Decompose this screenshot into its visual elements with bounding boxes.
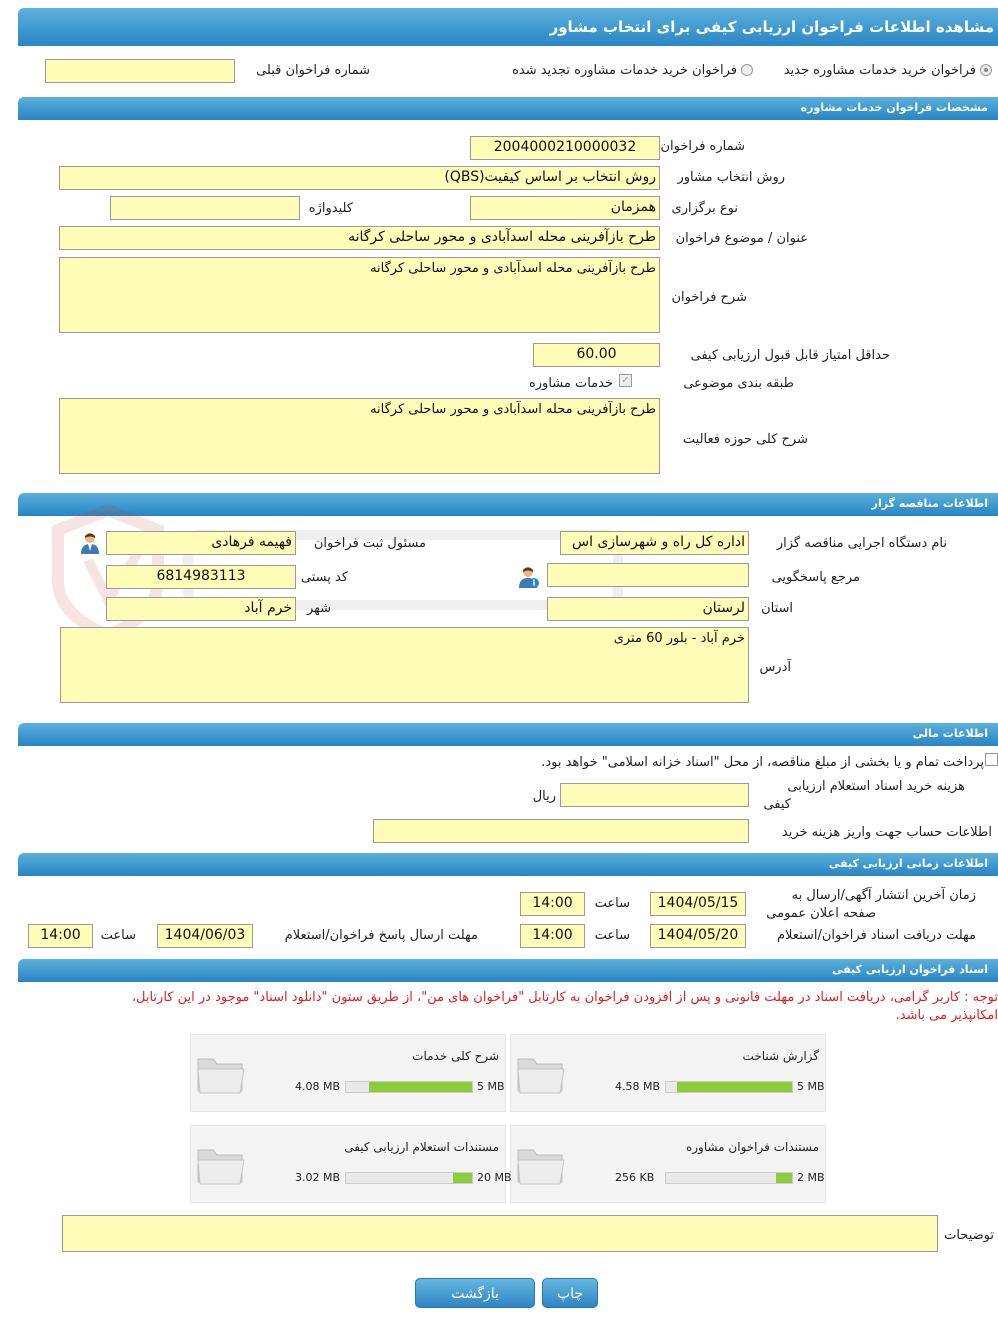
province-label: استان: [761, 601, 793, 616]
submit-date-field[interactable]: 1404/06/03: [157, 924, 253, 948]
publish-label-line2: صفحه اعلان عمومی: [766, 906, 876, 921]
size-progress-fill: [677, 1082, 792, 1092]
folder-icon: [515, 1051, 567, 1095]
section-header-finance: اطلاعات مالی: [18, 723, 998, 745]
address-label: آدرس: [759, 660, 791, 675]
category-value: خدمات مشاوره: [528, 376, 613, 391]
account-info-field[interactable]: [373, 819, 749, 843]
postal-code-label: کد پستی: [300, 570, 348, 585]
document-size: 256 KB: [615, 1171, 655, 1184]
submit-time-field[interactable]: 14:00: [28, 924, 93, 948]
receive-deadline-label: مهلت دریافت اسناد فراخوان/استعلام: [776, 928, 976, 943]
subject-label: عنوان / موضوع فراخوان: [675, 231, 808, 246]
section-header-spec: مشخصات فراخوان خدمات مشاوره: [18, 97, 998, 119]
size-progress-bar: [665, 1081, 793, 1093]
doc-cost-unit: ریال: [532, 789, 556, 804]
receive-time-label: ساعت: [594, 928, 630, 943]
page-title-bar: [18, 8, 998, 46]
document-card[interactable]: [510, 1125, 826, 1203]
reference-field[interactable]: [547, 563, 749, 587]
address-field[interactable]: خرم آباد - بلور 60 متری: [60, 627, 749, 703]
document-size: 3.02 MB: [295, 1171, 341, 1184]
section-header-documents: اسناد فراخوان ارزیابی کیفی: [18, 959, 998, 981]
prev-number-field[interactable]: [45, 59, 235, 83]
size-progress-bar: [665, 1172, 793, 1184]
publish-time-field[interactable]: 14:00: [520, 892, 585, 916]
print-button[interactable]: چاپ: [542, 1278, 598, 1308]
folder-icon: [515, 1142, 567, 1186]
document-size-limit: 5 MB: [797, 1080, 825, 1093]
document-name: مستندات استعلام ارزیابی کیفی: [344, 1140, 499, 1154]
city-label: شهر: [306, 601, 331, 616]
folder-icon: [195, 1142, 247, 1186]
reference-user-info-icon[interactable]: [518, 565, 540, 589]
section-header-organization: اطلاعات مناقصه گزار: [18, 493, 998, 515]
document-size: 4.58 MB: [615, 1080, 661, 1093]
activity-scope-field[interactable]: طرح بازآفرینی محله اسدآبادی و محور ساحلی کرگانه: [59, 398, 660, 474]
document-card[interactable]: [510, 1034, 826, 1112]
method-field[interactable]: روش انتخاب بر اساس کیفیت(QBS): [59, 166, 660, 190]
reference-label: مرجع پاسخگویی: [771, 570, 860, 585]
publish-time-label: ساعت: [594, 896, 630, 911]
size-progress-bar: [345, 1172, 473, 1184]
document-size: 4.08 MB: [295, 1080, 341, 1093]
size-progress-fill: [453, 1173, 472, 1183]
section-divider: [18, 745, 998, 746]
size-progress-fill: [776, 1173, 792, 1183]
section-header-timing: اطلاعات زمانی ارزیابی کیفی: [18, 853, 998, 875]
category-checkbox[interactable]: ✓: [619, 374, 632, 387]
doc-cost-label-line2: کیفی: [763, 797, 791, 812]
keyword-field[interactable]: [110, 196, 300, 220]
registrar-label: مسئول ثبت فراخوان: [313, 536, 426, 551]
keyword-label: کلیدواژه: [308, 201, 353, 216]
section-divider: [18, 981, 998, 982]
postal-code-field[interactable]: 6814983113: [106, 565, 296, 589]
page-title: مشاهده اطلاعات فراخوان ارزیابی کیفی برای انتخاب مشاور: [549, 18, 994, 36]
download-notice-line2: امکانپذیر می باشد.: [895, 1008, 998, 1023]
doc-cost-field[interactable]: [560, 783, 749, 807]
treasury-checkbox[interactable]: [985, 753, 998, 766]
publish-label-line1: زمان آخرین انتشار آگهی/ارسال به: [791, 888, 976, 903]
document-size-limit: 2 MB: [797, 1171, 825, 1184]
document-name: مستندات فراخوان مشاوره: [685, 1140, 819, 1154]
min-score-label: حداقل امتیاز قابل قبول ارزیابی کیفی: [690, 348, 890, 363]
notes-label: توضیحات: [944, 1228, 994, 1243]
folder-icon: [195, 1051, 247, 1095]
document-card[interactable]: [190, 1125, 512, 1203]
city-field[interactable]: خرم آباد: [106, 597, 296, 621]
download-notice-line1: توجه : کاربر گرامی، دریافت اسناد در مهلت قانونی و پس از افزودن فراخوان به کارتابل "فراخوان های من"، از طریق ستون "دانلود اسناد" موجود در این کارتابل،: [131, 990, 998, 1005]
call-number-label: شماره فراخوان: [660, 139, 745, 154]
type-label: نوع برگزاری: [671, 201, 738, 216]
registrar-field[interactable]: فهیمه فرهادی: [106, 531, 296, 555]
method-label: روش انتخاب مشاور: [677, 170, 785, 185]
subject-field[interactable]: طرح بازآفرینی محله اسدآبادی و محور ساحلی کرگانه: [59, 226, 660, 250]
registrar-user-icon[interactable]: [79, 531, 101, 555]
category-label: طبقه بندی موضوعی: [683, 376, 794, 391]
size-progress-bar: [345, 1081, 473, 1093]
description-label: شرح فراخوان: [671, 290, 747, 305]
submit-time-label: ساعت: [100, 928, 136, 943]
receive-date-field[interactable]: 1404/05/20: [650, 924, 746, 948]
section-divider: [18, 875, 998, 876]
exec-org-field[interactable]: اداره کل راه و شهرسازی اس: [560, 531, 749, 555]
type-field[interactable]: همزمان: [470, 196, 660, 220]
treasury-text: پرداخت تمام و یا بخشی از مبلغ مناقصه، از محل "اسناد خزانه اسلامی" خواهد بود.: [541, 755, 984, 770]
radio-renewed-call[interactable]: [741, 64, 753, 76]
exec-org-label: نام دستگاه اجرایی مناقصه گزار: [776, 536, 947, 551]
receive-time-field[interactable]: 14:00: [520, 924, 585, 948]
back-button[interactable]: بازگشت: [415, 1278, 535, 1308]
section-divider: [18, 515, 998, 516]
size-progress-fill: [369, 1082, 472, 1092]
notes-field[interactable]: [62, 1215, 938, 1252]
submit-deadline-label: مهلت ارسال پاسخ فراخوان/استعلام: [284, 928, 478, 943]
section-divider: [18, 119, 998, 120]
radio-new-call-label: فراخوان خرید خدمات مشاوره جدید: [783, 63, 976, 78]
document-card[interactable]: [190, 1034, 506, 1112]
account-info-label: اطلاعات حساب جهت واریز هزینه خرید: [781, 825, 992, 840]
document-size-limit: 20 MB: [477, 1171, 512, 1184]
prev-number-label: شماره فراخوان قبلی: [256, 63, 370, 78]
document-size-limit: 5 MB: [477, 1080, 505, 1093]
activity-scope-label: شرح کلی حوزه فعالیت: [682, 432, 808, 447]
radio-new-call[interactable]: [980, 64, 992, 76]
min-score-field[interactable]: 60.00: [533, 343, 660, 367]
call-number-field[interactable]: 2004000210000032: [470, 136, 660, 160]
publish-date-field[interactable]: 1404/05/15: [650, 892, 746, 916]
doc-cost-label-line1: هزینه خرید اسناد استعلام ارزیابی: [787, 779, 965, 794]
document-name: شرح کلی خدمات: [412, 1049, 499, 1063]
document-name: گزارش شناخت: [742, 1049, 819, 1063]
province-field[interactable]: لرستان: [547, 597, 749, 621]
radio-renewed-call-label: فراخوان خرید خدمات مشاوره تجدید شده: [512, 63, 737, 78]
description-field[interactable]: طرح بازآفرینی محله اسدآبادی و محور ساحلی کرگانه: [59, 257, 660, 333]
